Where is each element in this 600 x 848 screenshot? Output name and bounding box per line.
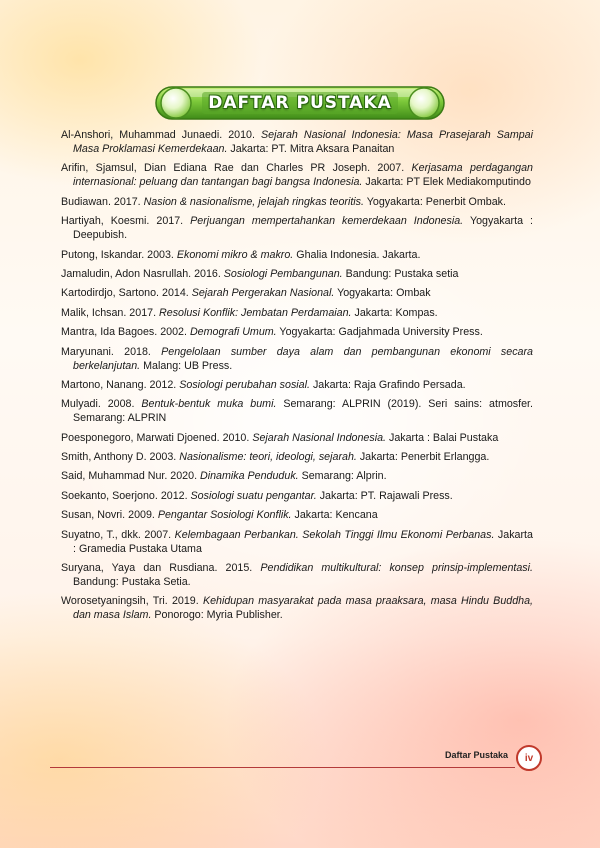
- reference-author-year: Putong, Iskandar. 2003.: [61, 248, 177, 261]
- reference-title: Dinamika Penduduk.: [200, 470, 299, 483]
- reference-publisher: Jakarta : Balai Pustaka: [386, 431, 499, 444]
- reference-author-year: Martono, Nanang. 2012.: [61, 378, 180, 391]
- reference-entry: [61, 431, 533, 445]
- reference-publisher: Jakarta : Gramedia Pustaka Utama: [73, 528, 533, 555]
- banner-left-orb: [161, 88, 191, 118]
- reference-title: Bentuk-bentuk muka bumi.: [141, 398, 277, 411]
- reference-publisher: Jakarta: PT Elek Mediakomputindo: [362, 176, 531, 189]
- reference-author-year: Susan, Novri. 2009.: [61, 509, 158, 522]
- reference-entry: [61, 267, 533, 281]
- reference-author-year: Suyatno, T., dkk. 2007.: [61, 528, 175, 541]
- section-title-banner: [152, 84, 448, 122]
- reference-title: Pendidikan multikultural: konsep prinsip-implementasi.: [260, 562, 533, 575]
- reference-author-year: Jamaludin, Adon Nasrullah. 2016.: [61, 267, 224, 280]
- reference-entry: [61, 161, 533, 189]
- reference-title: Perjuangan mempertahankan kemerdekaan Indonesia.: [190, 215, 464, 228]
- reference-publisher: Yogyakarta: Gadjahmada University Press.: [276, 326, 483, 339]
- reference-author-year: Budiawan. 2017.: [61, 195, 144, 208]
- reference-title: Sosiologi suatu pengantar.: [190, 489, 317, 502]
- reference-publisher: Semarang: ALPRIN (2019). Seri sains: atmosfer. Semarang: ALPRIN: [73, 398, 533, 425]
- reference-entry: [61, 325, 533, 339]
- reference-title: Resolusi Konflik: Jembatan Perdamaian.: [159, 306, 352, 319]
- reference-entry: [61, 508, 533, 522]
- reference-author-year: Smith, Anthony D. 2003.: [61, 451, 180, 464]
- reference-entry: [61, 128, 533, 156]
- reference-title: Ekonomi mikro & makro.: [176, 248, 294, 261]
- reference-publisher: Jakarta: Kencana: [291, 509, 378, 522]
- reference-author-year: Poesponegoro, Marwati Djoened. 2010.: [61, 431, 253, 444]
- reference-author-year: Maryunani. 2018.: [61, 345, 162, 358]
- reference-publisher: Yogyakarta : Deepubish.: [73, 215, 534, 242]
- reference-publisher: Malang: UB Press.: [140, 359, 233, 372]
- reference-publisher: Bandung: Pustaka setia: [342, 267, 459, 280]
- reference-title: Sosiologi Pembangunan.: [223, 267, 343, 280]
- reference-author-year: Mantra, Ida Bagoes. 2002.: [61, 326, 190, 339]
- reference-entry: [61, 397, 533, 425]
- reference-entry: [61, 345, 533, 373]
- reference-publisher: Jakarta: Penerbit Erlangga.: [356, 451, 490, 464]
- reference-title: Kerjasama perdagangan internasional: peluang dan tantangan bagi bangsa Indonesia.: [73, 162, 533, 189]
- reference-title: Sejarah Nasional Indonesia.: [252, 431, 386, 444]
- reference-title: Pengelolaan sumber daya alam dan pembangunan ekonomi secara berkelanjutan.: [73, 345, 533, 372]
- reference-entry: [61, 528, 533, 556]
- reference-title: Pengantar Sosiologi Konflik.: [157, 509, 292, 522]
- page-title: DAFTAR PUSTAKA: [208, 93, 392, 113]
- reference-publisher: Yogyakarta: Penerbit Ombak.: [363, 195, 506, 208]
- reference-publisher: Semarang: Alprin.: [298, 470, 387, 483]
- reference-title: Demografi Umum.: [189, 326, 277, 339]
- reference-entry: [61, 489, 533, 503]
- reference-title: Kelembagaan Perbankan. Sekolah Tinggi Ilmu Ekonomi Perbanas.: [174, 528, 495, 541]
- footer-divider: [50, 767, 515, 768]
- reference-author-year: Said, Muhammad Nur. 2020.: [61, 470, 201, 483]
- reference-title: Nasionalisme: teori, ideologi, sejarah.: [179, 451, 357, 464]
- reference-entry: [61, 594, 533, 622]
- reference-publisher: Jakarta: Kompas.: [351, 306, 438, 319]
- reference-author-year: Kartodirdjo, Sartono. 2014.: [61, 287, 192, 300]
- reference-author-year: Hartiyah, Koesmi. 2017.: [61, 215, 191, 228]
- reference-publisher: Bandung: Pustaka Setia.: [73, 576, 191, 589]
- reference-publisher: Ponorogo: Myria Publisher.: [151, 609, 283, 622]
- reference-publisher: Jakarta: PT. Rajawali Press.: [316, 489, 453, 502]
- reference-entry: [61, 306, 533, 320]
- reference-author-year: Arifin, Sjamsul, Dian Ediana Rae dan Charles PR Joseph. 2007.: [61, 162, 412, 175]
- reference-entry: [61, 195, 533, 209]
- reference-entry: [61, 378, 533, 392]
- reference-publisher: Jakarta: PT. Mitra Aksara Panaitan: [227, 143, 395, 155]
- reference-title: Sejarah Nasional Indonesia: Masa Prasejarah Sampai Masa Proklamasi Kemerdekaan.: [73, 129, 533, 155]
- reference-title: Sejarah Pergerakan Nasional.: [191, 287, 335, 300]
- reference-author-year: Suryana, Yaya dan Rusdiana. 2015.: [61, 562, 261, 575]
- reference-publisher: Yogyakarta: Ombak: [334, 287, 431, 300]
- page-number-badge: iv: [516, 745, 542, 771]
- reference-entry: [61, 214, 533, 242]
- reference-author-year: Malik, Ichsan. 2017.: [61, 306, 160, 319]
- reference-entry: [61, 469, 533, 483]
- reference-title: Kehidupan masyarakat pada masa praaksara, masa Hindu Buddha, dan masa Islam.: [73, 595, 534, 622]
- reference-author-year: Al-Anshori, Muhammad Junaedi. 2010.: [61, 129, 261, 141]
- reference-title: Sosiologi perubahan sosial.: [179, 378, 310, 391]
- reference-list: [61, 128, 533, 628]
- footer-section-label: Daftar Pustaka: [444, 750, 508, 760]
- reference-author-year: Mulyadi. 2008.: [61, 398, 142, 411]
- reference-entry: [61, 248, 533, 262]
- reference-title: Nasion & nasionalisme, jelajah ringkas teoritis.: [143, 195, 364, 208]
- reference-entry: [61, 450, 533, 464]
- reference-publisher: Jakarta: Raja Grafindo Persada.: [309, 378, 466, 391]
- reference-publisher: Ghalia Indonesia. Jakarta.: [293, 248, 421, 261]
- reference-author-year: Worosetyaningsih, Tri. 2019.: [61, 595, 203, 608]
- reference-entry: [61, 286, 533, 300]
- banner-right-orb: [409, 88, 439, 118]
- reference-entry: [61, 561, 533, 589]
- reference-author-year: Soekanto, Soerjono. 2012.: [61, 489, 191, 502]
